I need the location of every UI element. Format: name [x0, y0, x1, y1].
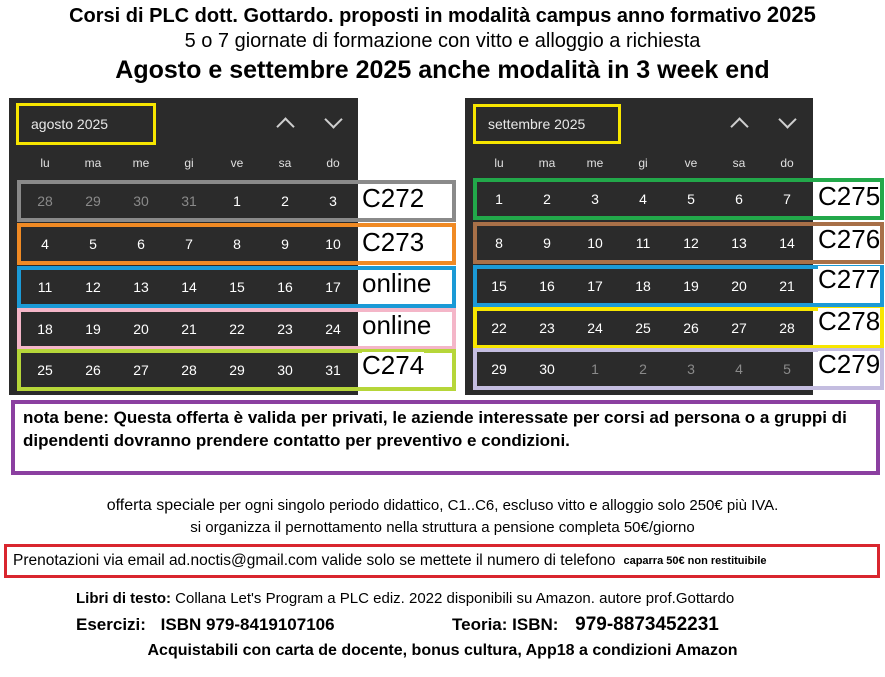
day-cell[interactable]: 23: [277, 321, 293, 337]
weekday-label: ve: [684, 156, 698, 170]
offerta-line-2: si organizza il pernottamento nella struttura a pensione completa 50€/giorno: [190, 519, 695, 536]
day-cell[interactable]: 15: [229, 279, 245, 295]
day-cell[interactable]: 14: [181, 279, 197, 295]
month-label: settembre 2025: [488, 116, 586, 132]
libri-label: Libri di testo:: [76, 590, 171, 607]
day-cell[interactable]: 25: [37, 362, 53, 378]
weekday-label: ma: [84, 156, 102, 170]
weekday-label: lu: [40, 156, 50, 170]
week-course-label: C272: [362, 183, 425, 213]
week-course-label: online: [362, 268, 432, 298]
caparra-note: caparra 50€ non restituibile: [623, 555, 767, 567]
day-cell[interactable]: 8: [495, 235, 503, 251]
day-cell[interactable]: 17: [325, 279, 341, 295]
day-cell[interactable]: 27: [731, 320, 747, 336]
day-cell[interactable]: 11: [635, 235, 651, 251]
weekday-label: me: [586, 156, 604, 170]
weekday-label: gi: [184, 156, 194, 170]
day-cell[interactable]: 24: [325, 321, 341, 337]
day-cell[interactable]: 11: [37, 279, 53, 295]
header-line-3: Agosto e settembre 2025 anche modalità in 3 week end: [115, 56, 770, 84]
day-cell[interactable]: 2: [281, 193, 289, 209]
day-cell[interactable]: 10: [325, 236, 341, 252]
day-cell[interactable]: 20: [133, 321, 149, 337]
offerta-speciale: [0, 495, 885, 539]
day-cell[interactable]: 9: [281, 236, 289, 252]
weekday-label: lu: [494, 156, 504, 170]
day-cell[interactable]: 16: [277, 279, 293, 295]
day-cell[interactable]: 15: [491, 278, 507, 294]
header-line-1-text: Corsi di PLC dott. Gottardo. proposti in modalità campus anno formativo: [69, 5, 762, 27]
header-year: 2025: [766, 2, 816, 27]
day-cell[interactable]: 31: [325, 362, 341, 378]
weekday-label: me: [132, 156, 150, 170]
day-cell[interactable]: 17: [587, 278, 603, 294]
weekday-label: do: [780, 156, 794, 170]
day-cell[interactable]: 3: [329, 193, 337, 209]
week-course-label: C279: [818, 349, 881, 379]
teoria-isbn: 979-8873452231: [575, 614, 719, 635]
month-label: agosto 2025: [31, 116, 109, 132]
day-cell[interactable]: 4: [639, 191, 647, 207]
day-cell[interactable]: 30: [133, 193, 149, 209]
esercizi-label: Esercizi:: [76, 615, 146, 634]
week-course-label: C274: [362, 350, 425, 380]
header-line-2: 5 o 7 giornate di formazione con vitto e alloggio a richiesta: [184, 30, 701, 52]
libri-di-testo: [76, 590, 734, 607]
day-cell[interactable]: 4: [41, 236, 49, 252]
day-cell[interactable]: 23: [539, 320, 555, 336]
day-cell[interactable]: 27: [133, 362, 149, 378]
day-cell[interactable]: 6: [735, 191, 743, 207]
week-course-label: online: [362, 310, 432, 340]
day-cell[interactable]: 18: [37, 321, 53, 337]
month-selector[interactable]: [473, 104, 621, 144]
day-cell[interactable]: 5: [783, 361, 791, 377]
day-cell[interactable]: 22: [229, 321, 245, 337]
isbn-esercizi: [76, 615, 335, 635]
day-cell[interactable]: 30: [539, 361, 555, 377]
weekday-label: gi: [638, 156, 648, 170]
weekday-label: ve: [230, 156, 244, 170]
week-course-label: C277: [818, 264, 881, 294]
day-cell[interactable]: 1: [233, 193, 241, 209]
acquisto-note: Acquistabili con carta de docente, bonus cultura, App18 a condizioni Amazon: [147, 642, 738, 659]
prenotazioni-box: [4, 544, 880, 578]
day-cell[interactable]: 16: [539, 278, 555, 294]
day-cell[interactable]: 7: [185, 236, 193, 252]
weekday-label: sa: [732, 156, 746, 170]
week-course-label: C276: [818, 224, 881, 254]
header-line-1: [0, 2, 885, 28]
esercizi-isbn: ISBN 979-8419107106: [160, 615, 335, 634]
nota-bene-box: nota bene: Questa offerta è valida per privati, le aziende interessate per corsi ad persona o a gruppi di dipendenti dovranno prendere contatto per preventivo e condizioni.: [11, 400, 880, 475]
day-cell[interactable]: 29: [491, 361, 507, 377]
prenotazioni-text: Prenotazioni via email ad.noctis@gmail.com valide solo se mettete il numero di telefono: [13, 552, 616, 569]
libri-text: Collana Let's Program a PLC ediz. 2022 disponibili su Amazon. autore prof.Gottardo: [175, 590, 735, 607]
day-cell[interactable]: 7: [783, 191, 791, 207]
day-cell[interactable]: 28: [37, 193, 53, 209]
day-cell[interactable]: 3: [687, 361, 695, 377]
day-cell[interactable]: 18: [635, 278, 651, 294]
isbn-teoria: [452, 614, 719, 636]
day-cell[interactable]: 19: [85, 321, 101, 337]
day-cell[interactable]: 1: [591, 361, 599, 377]
chevron-up-icon[interactable]: [276, 117, 294, 135]
day-cell[interactable]: 22: [491, 320, 507, 336]
offerta-line-1: per ogni singolo periodo didattico, C1..C6, escluso vitto e alloggio solo 250€ più IVA.: [219, 497, 779, 514]
day-cell[interactable]: 14: [779, 235, 795, 251]
day-cell[interactable]: 2: [639, 361, 647, 377]
day-cell[interactable]: 21: [779, 278, 795, 294]
day-cell[interactable]: 5: [89, 236, 97, 252]
chevron-up-icon[interactable]: [730, 117, 748, 135]
day-cell[interactable]: 24: [587, 320, 603, 336]
day-cell[interactable]: 4: [735, 361, 743, 377]
day-cell[interactable]: 31: [181, 193, 197, 209]
day-cell[interactable]: 20: [731, 278, 747, 294]
week-course-label: C275: [818, 181, 881, 211]
day-cell[interactable]: 3: [591, 191, 599, 207]
day-cell[interactable]: 1: [495, 191, 503, 207]
week-course-label: C278: [818, 306, 881, 336]
week-course-label: C273: [362, 227, 425, 257]
offerta-title: offerta speciale: [106, 497, 215, 514]
day-cell[interactable]: 28: [779, 320, 795, 336]
weekday-label: sa: [278, 156, 292, 170]
day-cell[interactable]: 13: [133, 279, 149, 295]
day-cell[interactable]: 30: [277, 362, 293, 378]
day-cell[interactable]: 6: [137, 236, 145, 252]
day-cell[interactable]: 21: [181, 321, 197, 337]
day-cell[interactable]: 28: [181, 362, 197, 378]
weekday-label: ma: [538, 156, 556, 170]
day-cell[interactable]: 9: [543, 235, 551, 251]
day-cell[interactable]: 8: [233, 236, 241, 252]
day-cell[interactable]: 26: [85, 362, 101, 378]
day-cell[interactable]: 2: [543, 191, 551, 207]
day-cell[interactable]: 10: [587, 235, 603, 251]
day-cell[interactable]: 5: [687, 191, 695, 207]
chevron-down-icon[interactable]: [778, 110, 796, 128]
month-selector[interactable]: [16, 103, 156, 145]
day-cell[interactable]: 26: [683, 320, 699, 336]
day-cell[interactable]: 12: [683, 235, 699, 251]
chevron-down-icon[interactable]: [324, 110, 342, 128]
day-cell[interactable]: 29: [85, 193, 101, 209]
weekday-label: do: [326, 156, 340, 170]
day-cell[interactable]: 25: [635, 320, 651, 336]
teoria-label: Teoria: ISBN:: [452, 615, 559, 634]
day-cell[interactable]: 12: [85, 279, 101, 295]
day-cell[interactable]: 19: [683, 278, 699, 294]
day-cell[interactable]: 13: [731, 235, 747, 251]
day-cell[interactable]: 29: [229, 362, 245, 378]
